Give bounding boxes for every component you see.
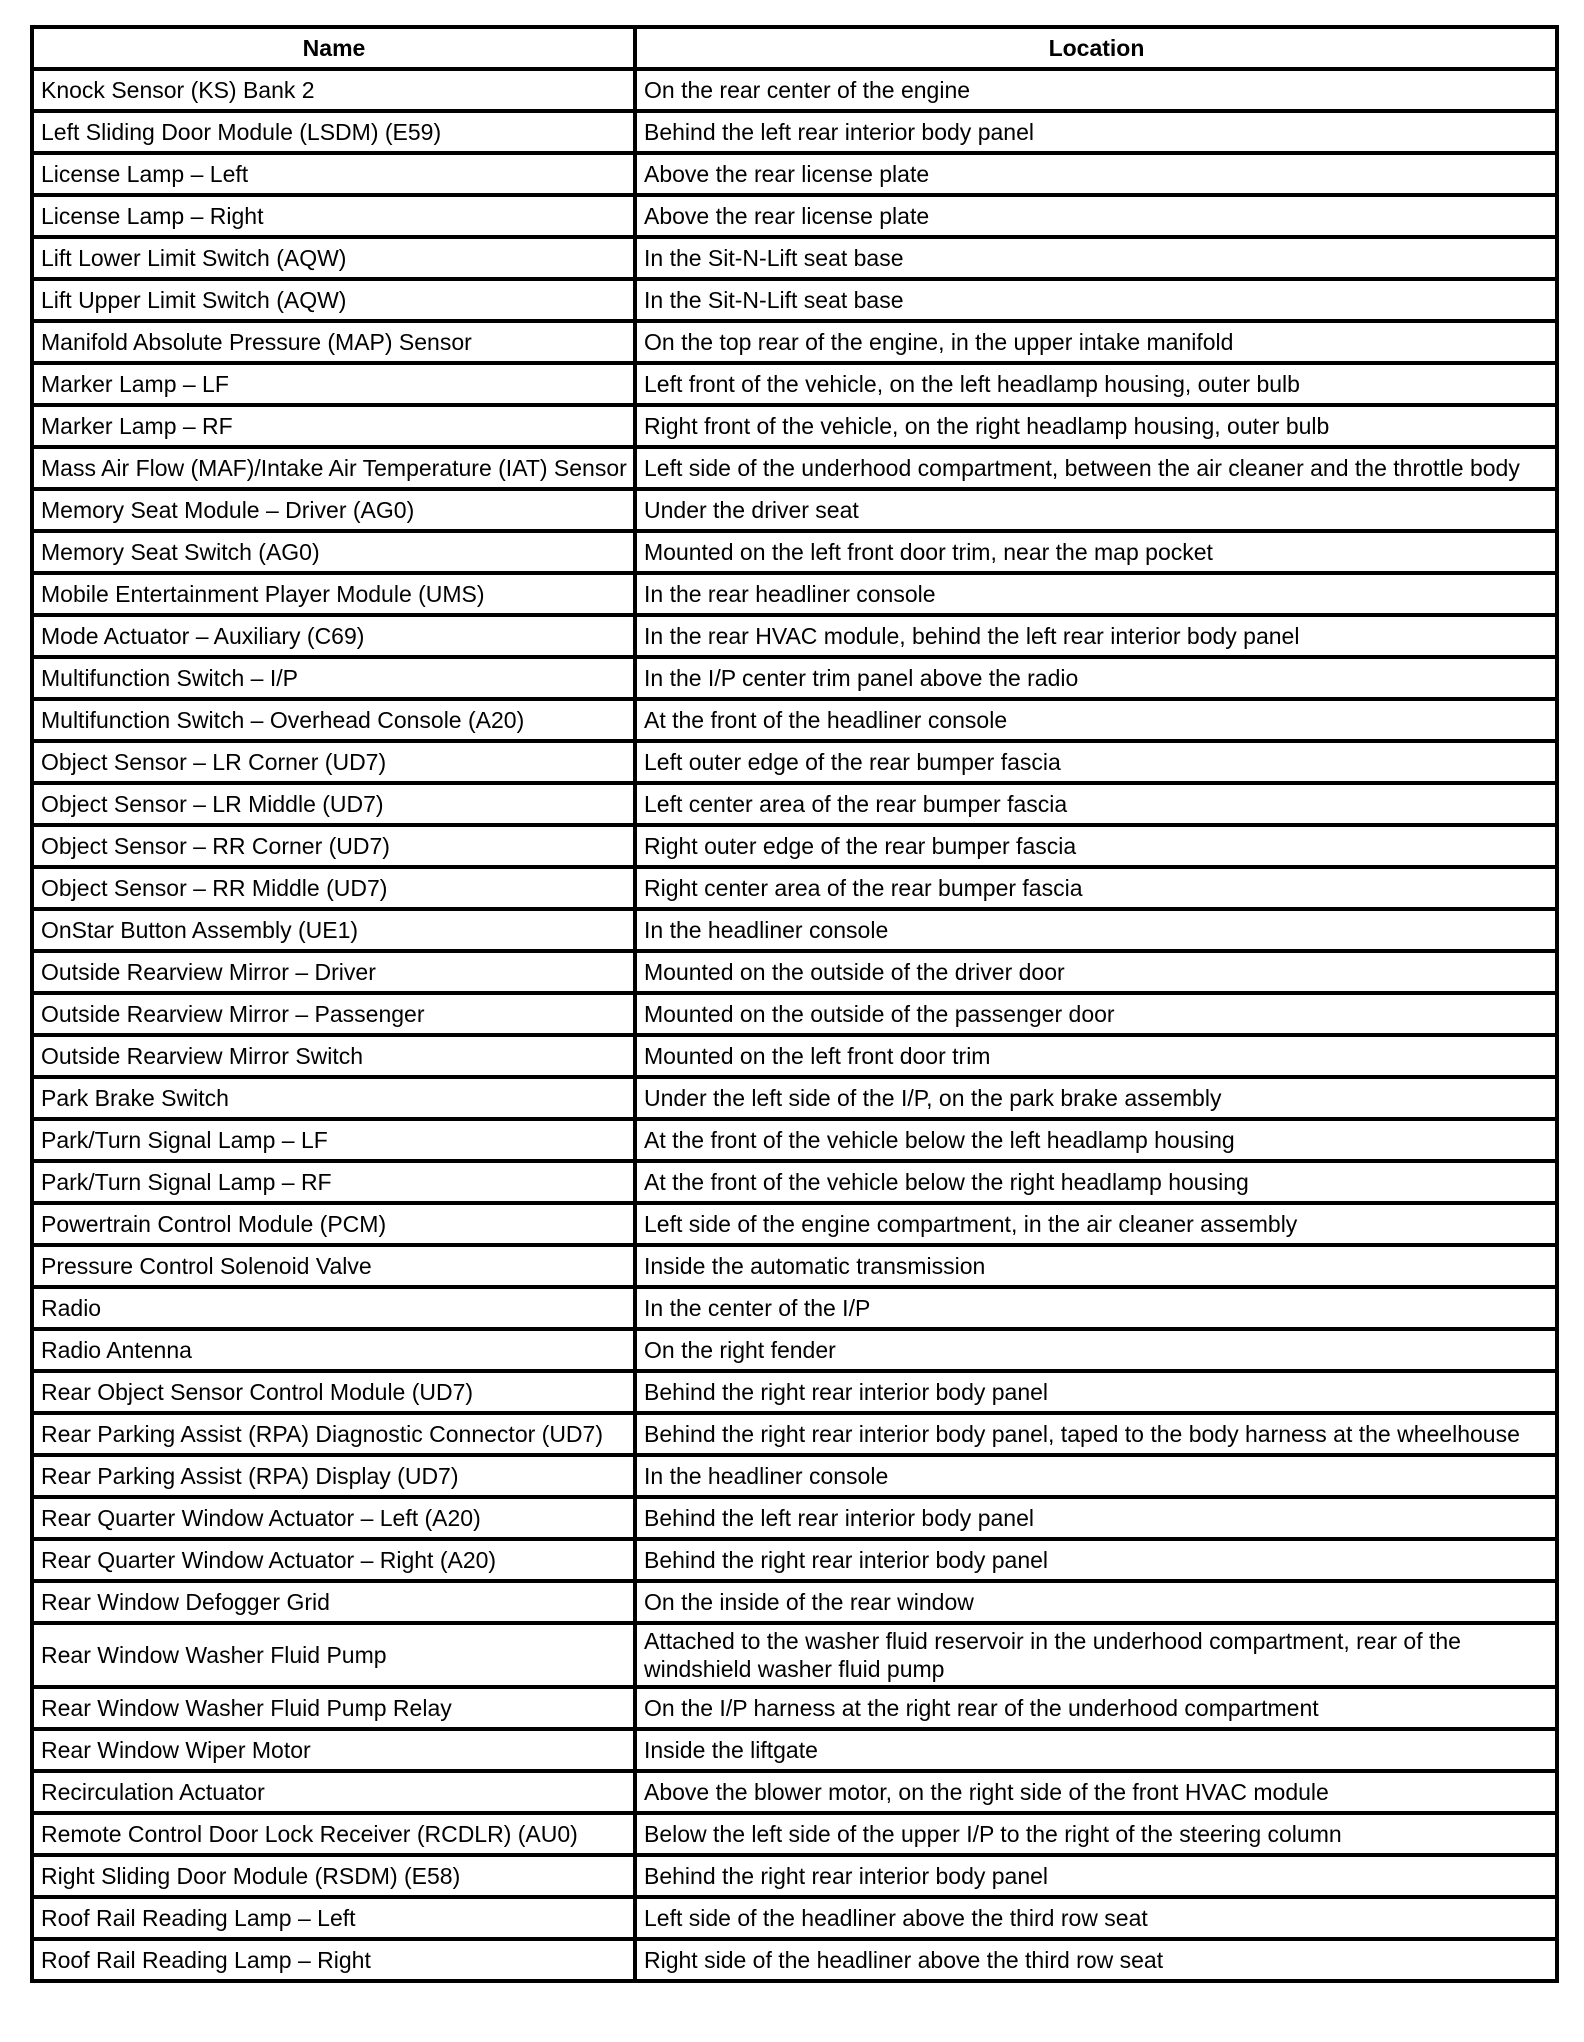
table-row — [32, 741, 1557, 783]
table-row — [32, 1371, 1557, 1413]
table-row — [32, 867, 1557, 909]
header-row — [32, 27, 1557, 69]
table-row — [32, 1119, 1557, 1161]
cell-location: Left front of the vehicle, on the left headlamp housing, outer bulb — [635, 363, 1557, 405]
cell-location: In the Sit-N-Lift seat base — [635, 279, 1557, 321]
cell-location: Behind the right rear interior body panel — [635, 1539, 1557, 1581]
cell-name: Right Sliding Door Module (RSDM) (E58) — [32, 1855, 635, 1897]
cell-location: Left outer edge of the rear bumper fascia — [635, 741, 1557, 783]
cell-name: Park/Turn Signal Lamp – LF — [32, 1119, 635, 1161]
table-row — [32, 1455, 1557, 1497]
table-row — [32, 573, 1557, 615]
cell-location: Left side of the headliner above the third row seat — [635, 1897, 1557, 1939]
cell-location: On the I/P harness at the right rear of the underhood compartment — [635, 1687, 1557, 1729]
cell-location: Under the driver seat — [635, 489, 1557, 531]
cell-name: Powertrain Control Module (PCM) — [32, 1203, 635, 1245]
table-row — [32, 153, 1557, 195]
cell-location: In the headliner console — [635, 1455, 1557, 1497]
table-row — [32, 321, 1557, 363]
cell-location: Inside the liftgate — [635, 1729, 1557, 1771]
table-row — [32, 783, 1557, 825]
cell-location: Right center area of the rear bumper fascia — [635, 867, 1557, 909]
table-row — [32, 825, 1557, 867]
table-row — [32, 615, 1557, 657]
cell-location: Inside the automatic transmission — [635, 1245, 1557, 1287]
table-row — [32, 1729, 1557, 1771]
table-row — [32, 1161, 1557, 1203]
cell-name: Lift Upper Limit Switch (AQW) — [32, 279, 635, 321]
cell-name: Rear Quarter Window Actuator – Left (A20) — [32, 1497, 635, 1539]
cell-location: In the I/P center trim panel above the radio — [635, 657, 1557, 699]
cell-name: Rear Quarter Window Actuator – Right (A20) — [32, 1539, 635, 1581]
cell-name: Mass Air Flow (MAF)/Intake Air Temperature (IAT) Sensor — [32, 447, 635, 489]
cell-location: In the center of the I/P — [635, 1287, 1557, 1329]
cell-name: Object Sensor – RR Middle (UD7) — [32, 867, 635, 909]
cell-location: Left side of the underhood compartment, between the air cleaner and the throttle body — [635, 447, 1557, 489]
cell-name: Roof Rail Reading Lamp – Right — [32, 1939, 635, 1981]
cell-location: On the top rear of the engine, in the upper intake manifold — [635, 321, 1557, 363]
table-row — [32, 195, 1557, 237]
cell-name: Rear Parking Assist (RPA) Display (UD7) — [32, 1455, 635, 1497]
cell-location: Mounted on the outside of the passenger door — [635, 993, 1557, 1035]
table-row — [32, 1581, 1557, 1623]
table-row — [32, 699, 1557, 741]
cell-name: Left Sliding Door Module (LSDM) (E59) — [32, 111, 635, 153]
cell-name: Radio Antenna — [32, 1329, 635, 1371]
cell-name: Rear Object Sensor Control Module (UD7) — [32, 1371, 635, 1413]
cell-location: Left center area of the rear bumper fascia — [635, 783, 1557, 825]
cell-location: Above the rear license plate — [635, 153, 1557, 195]
column-header-name: Name — [32, 27, 635, 69]
cell-name: Rear Parking Assist (RPA) Diagnostic Connector (UD7) — [32, 1413, 635, 1455]
table-row — [32, 993, 1557, 1035]
cell-name: Park Brake Switch — [32, 1077, 635, 1119]
cell-location: In the headliner console — [635, 909, 1557, 951]
cell-name: Marker Lamp – RF — [32, 405, 635, 447]
cell-name: Knock Sensor (KS) Bank 2 — [32, 69, 635, 111]
cell-name: Outside Rearview Mirror Switch — [32, 1035, 635, 1077]
table-row — [32, 531, 1557, 573]
table-row — [32, 1539, 1557, 1581]
cell-location: Mounted on the outside of the driver door — [635, 951, 1557, 993]
table-row — [32, 363, 1557, 405]
cell-location: Behind the right rear interior body panel — [635, 1855, 1557, 1897]
cell-location: On the rear center of the engine — [635, 69, 1557, 111]
cell-name: Park/Turn Signal Lamp – RF — [32, 1161, 635, 1203]
cell-name: Outside Rearview Mirror – Driver — [32, 951, 635, 993]
column-header-location: Location — [635, 27, 1557, 69]
cell-name: Object Sensor – LR Middle (UD7) — [32, 783, 635, 825]
table-row — [32, 1329, 1557, 1371]
table-row — [32, 405, 1557, 447]
cell-location: Under the left side of the I/P, on the park brake assembly — [635, 1077, 1557, 1119]
cell-name: Memory Seat Switch (AG0) — [32, 531, 635, 573]
table-row — [32, 1771, 1557, 1813]
cell-location: Mounted on the left front door trim, near the map pocket — [635, 531, 1557, 573]
cell-location: Behind the left rear interior body panel — [635, 111, 1557, 153]
cell-location: On the inside of the rear window — [635, 1581, 1557, 1623]
cell-name: OnStar Button Assembly (UE1) — [32, 909, 635, 951]
cell-name: Rear Window Washer Fluid Pump Relay — [32, 1687, 635, 1729]
cell-location: Behind the right rear interior body panel, taped to the body harness at the wheelhouse — [635, 1413, 1557, 1455]
cell-name: Remote Control Door Lock Receiver (RCDLR) (AU0) — [32, 1813, 635, 1855]
cell-name: Multifunction Switch – I/P — [32, 657, 635, 699]
cell-name: Rear Window Defogger Grid — [32, 1581, 635, 1623]
cell-name: Rear Window Wiper Motor — [32, 1729, 635, 1771]
cell-name: Multifunction Switch – Overhead Console (A20) — [32, 699, 635, 741]
cell-location: At the front of the vehicle below the right headlamp housing — [635, 1161, 1557, 1203]
table-row — [32, 111, 1557, 153]
table-row — [32, 1203, 1557, 1245]
cell-location: In the rear headliner console — [635, 573, 1557, 615]
table-row — [32, 657, 1557, 699]
cell-name: Mode Actuator – Auxiliary (C69) — [32, 615, 635, 657]
cell-name: Manifold Absolute Pressure (MAP) Sensor — [32, 321, 635, 363]
table-row — [32, 279, 1557, 321]
cell-location: Attached to the washer fluid reservoir in the underhood compartment, rear of the windshield washer fluid pump — [635, 1623, 1557, 1687]
table-row — [32, 1287, 1557, 1329]
table-row — [32, 1245, 1557, 1287]
cell-name: Memory Seat Module – Driver (AG0) — [32, 489, 635, 531]
table-row — [32, 1813, 1557, 1855]
cell-location: Below the left side of the upper I/P to the right of the steering column — [635, 1813, 1557, 1855]
cell-location: In the rear HVAC module, behind the left rear interior body panel — [635, 615, 1557, 657]
cell-location: Above the rear license plate — [635, 195, 1557, 237]
cell-location: Right front of the vehicle, on the right headlamp housing, outer bulb — [635, 405, 1557, 447]
cell-name: Pressure Control Solenoid Valve — [32, 1245, 635, 1287]
cell-name: Outside Rearview Mirror – Passenger — [32, 993, 635, 1035]
table-row — [32, 447, 1557, 489]
table-row — [32, 1497, 1557, 1539]
cell-name: Object Sensor – RR Corner (UD7) — [32, 825, 635, 867]
cell-location: Right side of the headliner above the third row seat — [635, 1939, 1557, 1981]
cell-name: License Lamp – Left — [32, 153, 635, 195]
cell-name: Mobile Entertainment Player Module (UMS) — [32, 573, 635, 615]
cell-name: License Lamp – Right — [32, 195, 635, 237]
table-row — [32, 1413, 1557, 1455]
table-row — [32, 69, 1557, 111]
table-row — [32, 1623, 1557, 1687]
cell-location: On the right fender — [635, 1329, 1557, 1371]
table-row — [32, 237, 1557, 279]
cell-name: Rear Window Washer Fluid Pump — [32, 1623, 635, 1687]
cell-name: Object Sensor – LR Corner (UD7) — [32, 741, 635, 783]
table-row — [32, 1077, 1557, 1119]
component-location-table — [30, 25, 1559, 1983]
cell-location: Mounted on the left front door trim — [635, 1035, 1557, 1077]
cell-name: Recirculation Actuator — [32, 1771, 635, 1813]
table-row — [32, 1035, 1557, 1077]
cell-name: Roof Rail Reading Lamp – Left — [32, 1897, 635, 1939]
cell-location: Right outer edge of the rear bumper fascia — [635, 825, 1557, 867]
table-row — [32, 1687, 1557, 1729]
cell-location: Behind the left rear interior body panel — [635, 1497, 1557, 1539]
cell-location: At the front of the vehicle below the left headlamp housing — [635, 1119, 1557, 1161]
table-body — [32, 69, 1557, 1981]
cell-name: Radio — [32, 1287, 635, 1329]
table-row — [32, 1897, 1557, 1939]
table-row — [32, 1855, 1557, 1897]
cell-name: Marker Lamp – LF — [32, 363, 635, 405]
cell-location: Above the blower motor, on the right side of the front HVAC module — [635, 1771, 1557, 1813]
cell-location: At the front of the headliner console — [635, 699, 1557, 741]
cell-location: Behind the right rear interior body panel — [635, 1371, 1557, 1413]
table-row — [32, 489, 1557, 531]
cell-name: Lift Lower Limit Switch (AQW) — [32, 237, 635, 279]
cell-location: In the Sit-N-Lift seat base — [635, 237, 1557, 279]
table-row — [32, 1939, 1557, 1981]
table-row — [32, 951, 1557, 993]
table-row — [32, 909, 1557, 951]
cell-location: Left side of the engine compartment, in the air cleaner assembly — [635, 1203, 1557, 1245]
